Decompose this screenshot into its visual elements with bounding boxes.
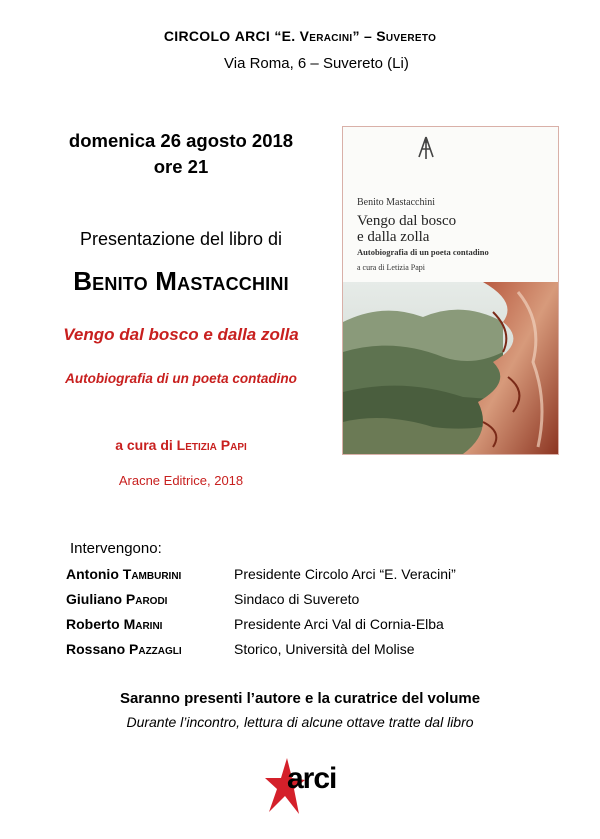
speaker-first-name: Giuliano [66,591,122,607]
speaker-role: Presidente Arci Val di Cornia-Elba [234,616,444,632]
book-cover-image [342,126,559,455]
speakers-list [66,566,536,666]
org-prefix: CIRCOLO [163,28,231,44]
curator [22,437,340,453]
speaker-row [66,616,536,641]
cover-title-line2: e dalla zolla [357,229,430,245]
speaker-first-name: Antonio [66,566,119,582]
reading-note: Durante l’incontro, lettura di alcune ottave tratte dal libro [126,714,474,730]
arci-logo-text: arci [287,762,337,795]
speaker-last-name: Marini [123,616,163,632]
speaker-name [66,591,167,607]
cover-landscape-illustration [343,282,558,454]
arci-logo [265,756,355,818]
speakers-intro: Intervengono: [70,540,162,557]
book-title: Vengo dal bosco e dalla zolla [63,325,299,344]
org-name: ARCI “E. Veracini” – Suvereto [234,28,437,44]
publisher-logo-icon [343,135,508,165]
cover-title [357,213,537,245]
speaker-last-name: Parodi [125,591,168,607]
speaker-first-name: Roberto [66,616,120,632]
speaker-row [66,566,536,591]
book-subtitle: Autobiografia di un poeta contadino [65,371,297,386]
presentation-label: Presentazione del libro di [79,229,283,249]
cover-subtitle: Autobiografia di un poeta contadino [357,247,489,257]
cover-curator: a cura di Letizia Papi [357,263,425,272]
organizer-heading [0,28,600,44]
cover-author: Benito Mastacchini [357,197,436,208]
speaker-last-name: Pazzagli [129,641,182,657]
publisher: Aracne Editrice, 2018 [118,473,244,488]
speaker-role: Sindaco di Suvereto [234,591,360,607]
aracne-logo-icon [416,135,436,161]
curator-name: Letizia Papi [176,437,247,453]
speaker-first-name: Rossano [66,641,126,657]
speaker-name [66,641,182,657]
speaker-role: Presidente Circolo Arci “E. Veracini” [234,566,456,582]
speaker-last-name: Tamburini [122,566,182,582]
cover-title-line1: Vengo dal bosco [357,213,457,229]
speaker-row [66,591,536,616]
address: Via Roma, 6 – Suvereto (Li) [224,55,409,72]
speaker-name [66,616,162,632]
event-date: domenica 26 agosto 2018 [68,130,294,151]
speaker-role: Storico, Università del Molise [234,641,415,657]
event-time: ore 21 [153,156,209,177]
cover-text-area [343,127,558,282]
speaker-name [66,566,181,582]
curator-prefix: a cura di [115,437,173,453]
presence-note: Saranno presenti l’autore e la curatrice del volume [119,690,481,707]
author-name: Benito Mastacchini [73,266,289,296]
speaker-row [66,641,536,666]
